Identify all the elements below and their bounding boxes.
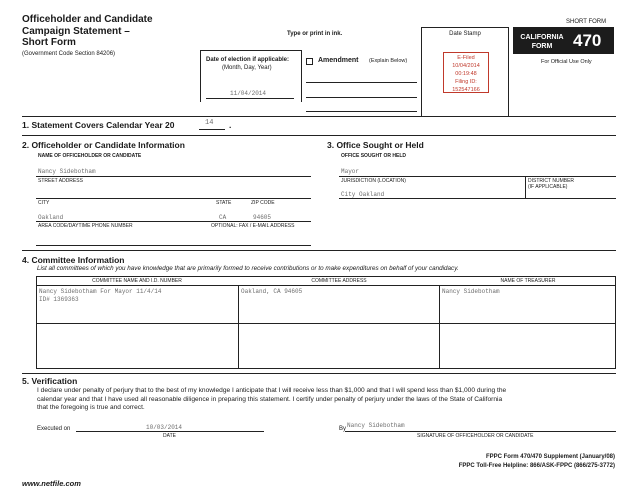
- stamp-time: 00:19:48: [455, 71, 477, 77]
- committee-id: ID# 1369363: [39, 295, 79, 303]
- phone-label: AREA CODE/DAYTIME PHONE NUMBER: [38, 223, 133, 229]
- form-title: [22, 14, 153, 49]
- stamp-filing-id: 152547166: [452, 87, 480, 93]
- date-caption: DATE: [163, 433, 176, 439]
- jurisdiction-label: JURISDICTION (LOCATION): [341, 178, 406, 184]
- short-form-label: SHORT FORM: [566, 19, 607, 25]
- section2-label: 2. Officeholder or Candidate Information: [22, 140, 185, 150]
- title-line-3: Short Form: [22, 37, 76, 48]
- city-label: CITY: [38, 200, 50, 206]
- stamp-filing-label: Filing ID:: [455, 79, 477, 85]
- calendar-year-value[interactable]: 14: [205, 119, 214, 127]
- district-label: [528, 178, 574, 190]
- election-label: Date of election if applicable:: [206, 57, 290, 63]
- committee-table: [36, 276, 616, 369]
- title-line-2: Campaign Statement –: [22, 25, 130, 37]
- state-value[interactable]: CA: [219, 214, 227, 221]
- verification-line1: I declare under penalty of perjury that to the best of my knowledge I anticipate that I will receive less than $1,000 and that I will spend less than $1,000 during the: [37, 387, 507, 394]
- amendment-explain: (Explain Below): [369, 58, 408, 64]
- date-stamp-label: Date Stamp: [449, 31, 481, 37]
- district-label-line2: (IF APPLICABLE): [528, 184, 568, 190]
- fppc-form-info: FPPC Form 470/470 Supplement (January/08): [485, 454, 615, 460]
- district-label-line1: DISTRICT NUMBER: [528, 178, 575, 184]
- col-treasurer-header: NAME OF TREASURER: [500, 278, 556, 284]
- executed-label: Executed on: [37, 426, 71, 432]
- section1-period: .: [229, 120, 232, 130]
- section3-label: 3. Office Sought or Held: [327, 140, 424, 150]
- street-label: STREET ADDRESS: [38, 178, 83, 184]
- jurisdiction-value[interactable]: City Oakland: [341, 191, 385, 198]
- ca-form-box: [513, 27, 614, 54]
- col-committee-header: COMMITTEE NAME AND I.D. NUMBER: [92, 278, 182, 284]
- zip-value[interactable]: 94605: [253, 214, 272, 221]
- stamp-efiled: E-Filed: [457, 55, 475, 61]
- official-use-label: For Official Use Only: [541, 59, 592, 65]
- section1-label: 1. Statement Covers Calendar Year 20: [22, 120, 175, 130]
- title-line-1: Officeholder and Candidate: [22, 14, 153, 25]
- gov-code: (Government Code Section 84206): [22, 51, 116, 57]
- by-label: By: [339, 426, 347, 432]
- office-value[interactable]: Mayor: [341, 168, 360, 175]
- committee-name: Nancy Sidebotham For Mayor 11/4/14: [39, 288, 162, 295]
- type-or-print-note: Type or print in ink.: [287, 31, 343, 37]
- zip-label: ZIP CODE: [251, 200, 275, 206]
- stamp-date: 10/04/2014: [452, 63, 480, 69]
- optional-label: OPTIONAL: FAX / E-MAIL ADDRESS: [211, 223, 295, 229]
- amendment-checkbox[interactable]: [306, 58, 313, 65]
- office-label: OFFICE SOUGHT OR HELD: [341, 153, 406, 159]
- name-label: NAME OF OFFICEHOLDER OR CANDIDATE: [38, 153, 142, 159]
- ca-form-text: [519, 33, 565, 51]
- executed-date-value[interactable]: 10/03/2014: [146, 424, 183, 431]
- city-value[interactable]: Oakland: [38, 214, 64, 221]
- committee-instructions: List all committees of which you have knowledge that are primarily formed to receive contributions or to make expenditures on behalf of your candidacy.: [37, 265, 459, 272]
- state-label: STATE: [216, 200, 232, 206]
- website-link[interactable]: www.netfile.com: [22, 479, 81, 488]
- fppc-helpline: FPPC Toll-Free Helpline: 866/ASK-FPPC (866/275-3772): [458, 463, 615, 469]
- section4-label: 4. Committee Information: [22, 255, 125, 265]
- col-address-header: COMMITTEE ADDRESS: [311, 278, 367, 284]
- ca-form-line1: CALIFORNIA: [520, 34, 564, 41]
- amendment-label: Amendment: [318, 57, 359, 64]
- name-value[interactable]: Nancy Sidebotham: [38, 168, 96, 175]
- signature-value[interactable]: Nancy Sidebotham: [347, 422, 405, 429]
- section5-label: 5. Verification: [22, 376, 78, 386]
- committee-address-cell[interactable]: Oakland, CA 94605: [241, 288, 303, 295]
- verification-line2: calendar year and that I have used all reasonable diligence in preparing this statement. I certify under penalty of perjury under the laws of the State of California: [37, 395, 503, 403]
- ca-form-line2: FORM: [531, 43, 553, 50]
- verification-text: [37, 387, 617, 413]
- efile-stamp: [443, 52, 489, 93]
- date-stamp-box: [421, 27, 509, 117]
- verification-line3: that the foregoing is true and correct.: [37, 404, 145, 412]
- election-date-value[interactable]: 11/04/2014: [230, 90, 267, 97]
- treasurer-cell[interactable]: Nancy Sidebotham: [442, 288, 500, 295]
- signature-caption: SIGNATURE OF OFFICEHOLDER OR CANDIDATE: [417, 433, 534, 439]
- election-sublabel: (Month, Day, Year): [222, 65, 272, 71]
- committee-name-cell[interactable]: [39, 288, 161, 303]
- form-number: 470: [573, 31, 602, 50]
